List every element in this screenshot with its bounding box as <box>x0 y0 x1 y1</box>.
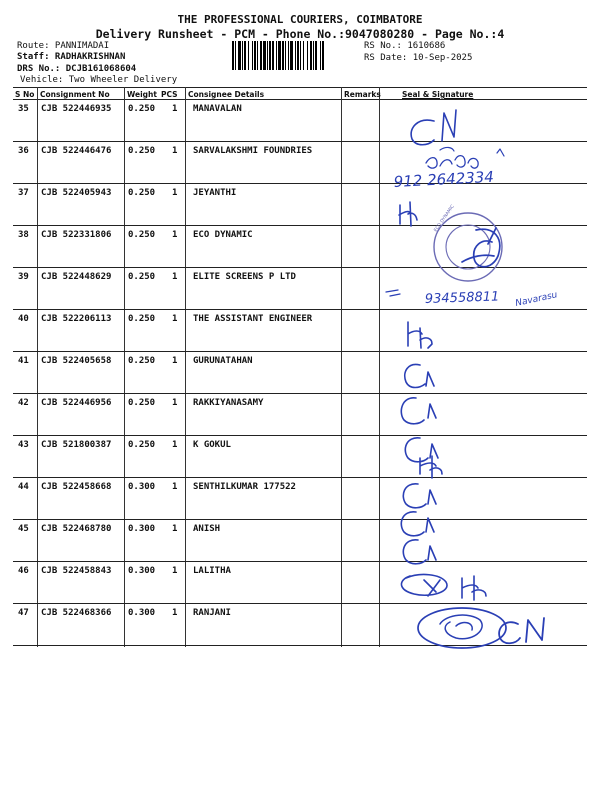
barcode-bar <box>320 41 321 70</box>
row-consignee: K GOKUL <box>193 440 231 450</box>
signature-mark <box>386 290 400 296</box>
barcode-bar <box>248 41 249 70</box>
row-weight: 0.300 <box>128 524 156 534</box>
row-divider <box>13 561 587 562</box>
row-divider <box>13 645 587 646</box>
row-consignment-no: CJB 522405943 <box>41 188 112 198</box>
row-weight: 0.250 <box>128 398 156 408</box>
handwritten-name: Navarasu <box>514 290 559 309</box>
barcode <box>232 41 360 70</box>
row-sno: 43 <box>18 440 29 450</box>
barcode-bar <box>269 41 271 70</box>
barcode-bar <box>322 41 324 70</box>
signature-mark <box>440 615 482 639</box>
rs-date: RS Date: 10-Sep-2025 <box>364 53 473 63</box>
row-sno: 35 <box>18 104 29 114</box>
row-pcs: 1 <box>172 230 178 240</box>
row-pcs: 1 <box>172 608 178 618</box>
row-pcs: 1 <box>172 440 178 450</box>
row-pcs: 1 <box>172 398 178 408</box>
row-sno: 44 <box>18 482 29 492</box>
row-divider <box>13 435 587 436</box>
barcode-bar <box>242 41 243 70</box>
row-sno: 42 <box>18 398 29 408</box>
col-header-remarks: Remarks <box>344 90 381 99</box>
column-divider <box>124 87 125 647</box>
barcode-bar <box>244 41 246 70</box>
signature-mark <box>405 364 434 387</box>
handwritten-phone-note: 912 2642334 <box>393 167 495 191</box>
signature-mark <box>462 576 486 600</box>
signature-mark <box>442 110 456 141</box>
signature-mark <box>499 618 544 643</box>
row-consignee: RANJANI <box>193 608 231 618</box>
row-divider <box>13 477 587 478</box>
rs-number: RS No.: 1610686 <box>364 41 446 51</box>
row-divider <box>13 225 587 226</box>
row-consignee: JEYANTHI <box>193 188 237 198</box>
row-consignee: ELITE SCREENS P LTD <box>193 272 296 282</box>
row-consignment-no: CJB 522448629 <box>41 272 112 282</box>
row-weight: 0.300 <box>128 566 156 576</box>
row-weight: 0.250 <box>128 104 156 114</box>
barcode-bar <box>257 41 258 70</box>
staff-label: Staff: RADHAKRISHNAN <box>17 52 126 62</box>
col-header-consignment: Consignment No <box>40 90 110 99</box>
row-consignee: MANAVALAN <box>193 104 242 114</box>
row-pcs: 1 <box>172 356 178 366</box>
column-divider <box>379 87 380 647</box>
barcode-bar <box>288 41 289 70</box>
row-weight: 0.300 <box>128 608 156 618</box>
barcode-bar <box>303 41 304 70</box>
row-sno: 47 <box>18 608 29 618</box>
row-pcs: 1 <box>172 314 178 324</box>
row-consignee: RAKKIYANASAMY <box>193 398 264 408</box>
row-pcs: 1 <box>172 188 178 198</box>
barcode-bar <box>300 41 301 70</box>
row-consignee: SARVALAKSHMI FOUNDRIES <box>193 146 313 156</box>
barcode-bar <box>310 41 312 70</box>
barcode-bar <box>290 41 293 70</box>
barcode-bar <box>260 41 262 70</box>
row-consignment-no: CJB 522458843 <box>41 566 112 576</box>
row-consignment-no: CJB 522405658 <box>41 356 112 366</box>
signature-mark <box>462 228 500 267</box>
signature-mark <box>408 322 432 348</box>
row-sno: 37 <box>18 188 29 198</box>
runsheet-subtitle: Delivery Runsheet - PCM - Phone No.:9047080280 - Page No.:4 <box>95 27 505 41</box>
row-divider <box>13 267 587 268</box>
row-consignment-no: CJB 522446956 <box>41 398 112 408</box>
signature-mark <box>405 438 438 462</box>
signature-mark <box>401 512 434 536</box>
col-header-weight: Weight <box>127 90 157 99</box>
signature-mark <box>420 456 442 478</box>
row-divider <box>13 393 587 394</box>
column-divider <box>341 87 342 647</box>
column-divider <box>37 87 38 647</box>
company-title: THE PROFESSIONAL COURIERS, COIMBATORE <box>177 13 423 26</box>
row-pcs: 1 <box>172 566 178 576</box>
route-label: Route: PANNIMADAI <box>17 41 110 51</box>
row-divider <box>13 519 587 520</box>
barcode-bar <box>313 41 314 70</box>
row-sno: 38 <box>18 230 29 240</box>
barcode-bar <box>297 41 299 70</box>
row-consignment-no: CJB 522468780 <box>41 524 112 534</box>
row-divider <box>13 603 587 604</box>
company-stamp-inner <box>446 225 490 269</box>
vehicle-label: Vehicle: Two Wheeler Delivery <box>20 75 178 85</box>
row-divider <box>13 183 587 184</box>
barcode-bar <box>235 41 236 70</box>
barcode-bar <box>278 41 281 70</box>
row-sno: 45 <box>18 524 29 534</box>
row-weight: 0.250 <box>128 314 156 324</box>
col-header-consignee: Consignee Details <box>188 90 265 99</box>
row-consignee: THE ASSISTANT ENGINEER <box>193 314 313 324</box>
row-weight: 0.250 <box>128 188 156 198</box>
barcode-bar <box>272 41 274 70</box>
barcode-bar <box>232 41 234 70</box>
barcode-bar <box>267 41 268 70</box>
signature-mark <box>403 484 436 508</box>
row-weight: 0.250 <box>128 146 156 156</box>
barcode-bar <box>307 41 308 70</box>
barcode-bar <box>285 41 286 70</box>
row-consignment-no: CJB 522446935 <box>41 104 112 114</box>
col-header-seal-signature: Seal & Signature <box>402 90 474 99</box>
row-consignment-no: CJB 521800387 <box>41 440 112 450</box>
signature-mark <box>401 575 447 596</box>
row-weight: 0.250 <box>128 230 156 240</box>
row-consignee: GURUNATAHAN <box>193 356 253 366</box>
row-consignee: LALITHA <box>193 566 231 576</box>
header-rule-top <box>13 87 587 88</box>
row-weight: 0.250 <box>128 356 156 366</box>
row-weight: 0.300 <box>128 482 156 492</box>
barcode-bar <box>254 41 256 70</box>
column-divider <box>185 87 186 647</box>
barcode-bar <box>238 41 241 70</box>
signature-mark <box>401 398 436 424</box>
row-sno: 36 <box>18 146 29 156</box>
row-consignment-no: CJB 522206113 <box>41 314 112 324</box>
row-pcs: 1 <box>172 146 178 156</box>
signature-mark <box>418 608 506 648</box>
barcode-bar <box>295 41 296 70</box>
company-stamp-outer <box>434 213 502 281</box>
row-divider <box>13 309 587 310</box>
row-sno: 46 <box>18 566 29 576</box>
row-pcs: 1 <box>172 524 178 534</box>
header-rule-bottom <box>13 99 587 100</box>
handwritten-phone-note-2: 934558811 <box>424 289 500 307</box>
row-consignee: ECO DYNAMIC <box>193 230 253 240</box>
row-weight: 0.250 <box>128 272 156 282</box>
barcode-bar <box>315 41 317 70</box>
signature-mark <box>426 156 478 168</box>
row-weight: 0.250 <box>128 440 156 450</box>
signature-mark <box>399 202 417 226</box>
barcode-bar <box>263 41 266 70</box>
row-sno: 41 <box>18 356 29 366</box>
row-sno: 40 <box>18 314 29 324</box>
row-pcs: 1 <box>172 482 178 492</box>
col-header-sno: S No <box>15 90 35 99</box>
stamp-text: ECO DYNAMIC <box>433 204 456 234</box>
drs-number: DRS No.: DCJB161068604 <box>17 64 137 74</box>
row-consignment-no: CJB 522468366 <box>41 608 112 618</box>
row-divider <box>13 351 587 352</box>
row-consignee: ANISH <box>193 524 221 534</box>
signature-mark <box>440 147 504 156</box>
row-pcs: 1 <box>172 104 178 114</box>
barcode-bar <box>282 41 284 70</box>
row-sno: 39 <box>18 272 29 282</box>
barcode-bar <box>252 41 253 70</box>
row-consignment-no: CJB 522458668 <box>41 482 112 492</box>
row-consignee: SENTHILKUMAR 177522 <box>193 482 296 492</box>
row-divider <box>13 141 587 142</box>
row-consignment-no: CJB 522446476 <box>41 146 112 156</box>
barcode-bar <box>276 41 277 70</box>
row-pcs: 1 <box>172 272 178 282</box>
row-consignment-no: CJB 522331806 <box>41 230 112 240</box>
col-header-pcs: PCS <box>161 90 178 99</box>
